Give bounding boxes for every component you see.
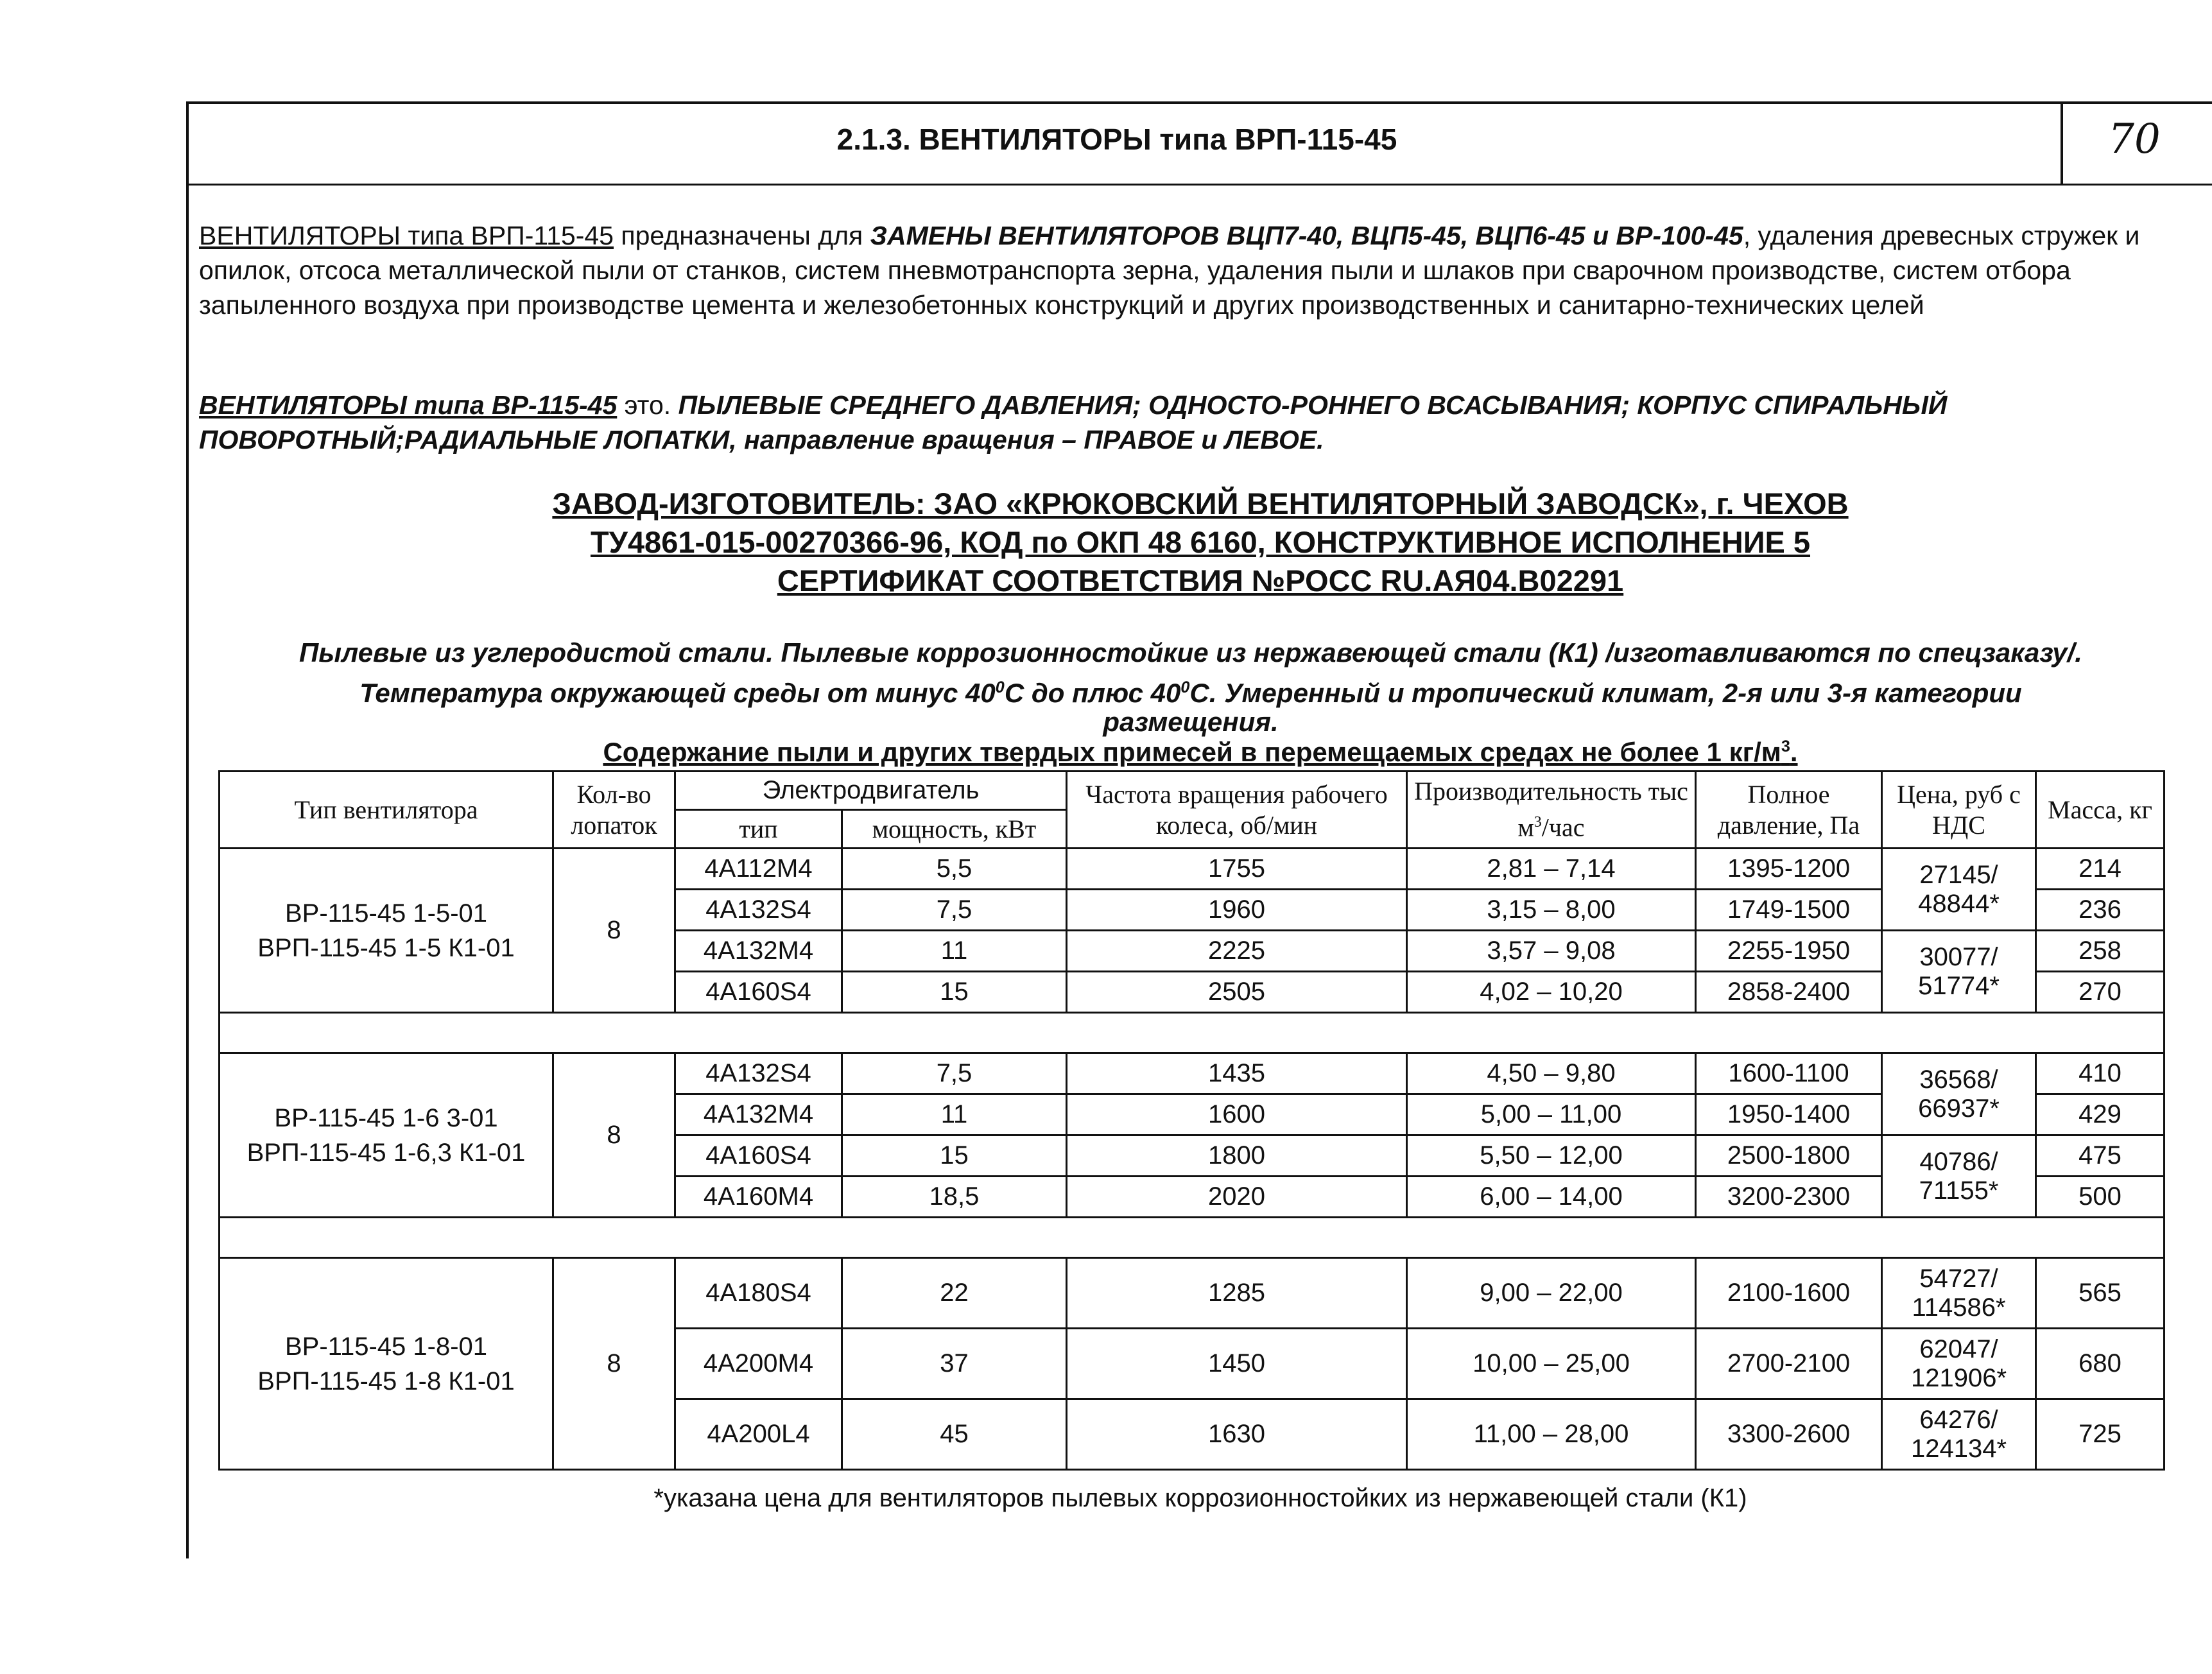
mass-cell: 680 <box>2036 1329 2164 1399</box>
page-title: 2.1.3. ВЕНТИЛЯТОРЫ типа ВРП-115-45 <box>836 123 1397 156</box>
page-number-divider <box>2061 101 2063 184</box>
blades-cell: 8 <box>553 849 675 1013</box>
pressure-cell: 1600-1100 <box>1696 1053 1882 1094</box>
degree-sup: 0 <box>995 678 1005 696</box>
power-cell: 37 <box>842 1329 1067 1399</box>
motor-cell: 4А200М4 <box>675 1329 842 1399</box>
capacity-cell: 10,00 – 25,00 <box>1407 1329 1696 1399</box>
pressure-cell: 3300-2600 <box>1696 1399 1882 1470</box>
blades-cell: 8 <box>553 1053 675 1218</box>
capacity-cell: 5,50 – 12,00 <box>1407 1135 1696 1177</box>
model-name: ВР-115-45 1-5-01 <box>285 899 487 928</box>
price-cell: 27145/ 48844* <box>1882 849 2036 931</box>
motor-cell: 4А132М4 <box>675 931 842 972</box>
power-cell: 7,5 <box>842 1053 1067 1094</box>
model-name: ВР-115-45 1-8-01 <box>285 1332 487 1361</box>
intro-emphasis: ЗАМЕНЫ ВЕНТИЛЯТОРОВ ВЦП7-40, ВЦП5-45, ВЦП6-45 и ВР-100-45 <box>870 221 1743 250</box>
speed-cell: 1755 <box>1067 849 1407 890</box>
header-capacity-sup: 3 <box>1534 814 1542 831</box>
dust-note-end: . <box>1790 737 1798 767</box>
dust-note-sup: 3 <box>1781 738 1790 755</box>
temperature-note-b: C до плюс 40 <box>1004 678 1181 708</box>
pressure-cell: 1749-1500 <box>1696 890 1882 931</box>
motor-cell: 4А160S4 <box>675 1135 842 1177</box>
dust-note-text: Содержание пыли и других твердых примесей в перемещаемых средах не более 1 кг/м <box>603 737 1781 767</box>
model-name-k1: ВРП-115-45 1-5 К1-01 <box>257 933 515 962</box>
temperature-note-c: C. Умеренный и тропический климат, 2-я или 3-я категории <box>1189 678 2022 708</box>
speed-cell: 2020 <box>1067 1177 1407 1218</box>
capacity-cell: 5,00 – 11,00 <box>1407 1094 1696 1135</box>
pressure-cell: 2255-1950 <box>1696 931 1882 972</box>
pressure-cell: 2100-1600 <box>1696 1258 1882 1329</box>
pressure-cell: 1950-1400 <box>1696 1094 1882 1135</box>
frame-left-rule <box>186 101 189 1558</box>
model-name-k1: ВРП-115-45 1-8 К1-01 <box>257 1367 515 1395</box>
header-pressure: Полное давление, Па <box>1696 772 1882 849</box>
price-cell: 64276/ 124134* <box>1882 1399 2036 1470</box>
intro-paragraph <box>199 218 2157 322</box>
model-name: ВР-115-45 1-6 3-01 <box>274 1103 498 1132</box>
pressure-cell: 1395-1200 <box>1696 849 1882 890</box>
capacity-cell: 3,57 – 9,08 <box>1407 931 1696 972</box>
pressure-cell: 3200-2300 <box>1696 1177 1882 1218</box>
motor-cell: 4А160М4 <box>675 1177 842 1218</box>
speed-cell: 1960 <box>1067 890 1407 931</box>
model-name-k1: ВРП-115-45 1-6,3 К1-01 <box>246 1138 526 1167</box>
speed-cell: 1600 <box>1067 1094 1407 1135</box>
power-cell: 5,5 <box>842 849 1067 890</box>
header-motor-power: мощность, кВт <box>842 810 1067 849</box>
capacity-cell: 9,00 – 22,00 <box>1407 1258 1696 1329</box>
spec-codes-line: ТУ4861-015-00270366-96, КОД по ОКП 48 6160, КОНСТРУКТИВНОЕ ИСПОЛНЕНИЕ 5 <box>590 525 1811 559</box>
power-cell: 11 <box>842 1094 1067 1135</box>
motor-cell: 4А132М4 <box>675 1094 842 1135</box>
header-fan-type: Тип вентилятора <box>220 772 553 849</box>
speed-cell: 1800 <box>1067 1135 1407 1177</box>
motor-cell: 4А132S4 <box>675 890 842 931</box>
speed-cell: 2505 <box>1067 972 1407 1013</box>
motor-cell: 4А180S4 <box>675 1258 842 1329</box>
capacity-cell: 11,00 – 28,00 <box>1407 1399 1696 1470</box>
power-cell: 22 <box>842 1258 1067 1329</box>
temperature-note-a: Температура окружающей среды от минус 40 <box>359 678 996 708</box>
intro-rest: , удаления древесных стружек и опилок, отсоса металлической пыли от станков, систем пневмотранспорта зерна, удаления пыли и шлаков при сварочном производстве, систем отбора запыленного воздуха при производстве цемента и железобетонных конструкций и других производственных и санитарно-технических целей <box>199 221 2140 320</box>
capacity-cell: 4,50 – 9,80 <box>1407 1053 1696 1094</box>
price-cell: 30077/ 51774* <box>1882 931 2036 1013</box>
spacer-cell <box>220 1218 2164 1258</box>
header-blades: Кол-во лопаток <box>553 772 675 849</box>
motor-cell: 4А200L4 <box>675 1399 842 1470</box>
pressure-cell: 2500-1800 <box>1696 1135 1882 1177</box>
power-cell: 11 <box>842 931 1067 972</box>
material-note: Пылевые из углеродистой стали. Пылевые коррозионностойкие из нержавеющей стали (К1) /изготавливаются по спецзаказу/. <box>299 637 2082 668</box>
group-spacer-row <box>220 1013 2164 1053</box>
mass-cell: 258 <box>2036 931 2164 972</box>
price-cell: 62047/ 121906* <box>1882 1329 2036 1399</box>
header-price: Цена, руб с НДС <box>1882 772 2036 849</box>
mass-cell: 236 <box>2036 890 2164 931</box>
price-cell: 54727/ 114586* <box>1882 1258 2036 1329</box>
description-lead: ВЕНТИЛЯТОРЫ типа ВР-115-45 <box>199 390 618 420</box>
speed-cell: 1630 <box>1067 1399 1407 1470</box>
table-row <box>220 849 2164 890</box>
motor-cell: 4А160S4 <box>675 972 842 1013</box>
power-cell: 7,5 <box>842 890 1067 931</box>
speed-cell: 1285 <box>1067 1258 1407 1329</box>
header-mass: Масса, кг <box>2036 772 2164 849</box>
price-cell: 40786/ 71155* <box>1882 1135 2036 1218</box>
mass-cell: 214 <box>2036 849 2164 890</box>
table-row <box>220 1053 2164 1094</box>
header-separator <box>186 184 2212 186</box>
model-cell <box>220 1053 553 1218</box>
price-cell: 36568/ 66937* <box>1882 1053 2036 1135</box>
mass-cell: 725 <box>2036 1399 2164 1470</box>
header-capacity <box>1407 772 1696 849</box>
fan-spec-table <box>218 770 2165 1471</box>
intro-lead: ВЕНТИЛЯТОРЫ типа ВРП-115-45 <box>199 221 614 250</box>
header-motor: Электродвигатель <box>675 772 1067 810</box>
model-cell <box>220 1258 553 1470</box>
capacity-cell: 3,15 – 8,00 <box>1407 890 1696 931</box>
power-cell: 45 <box>842 1399 1067 1470</box>
intro-mid: предназначены для <box>613 221 870 250</box>
speed-cell: 2225 <box>1067 931 1407 972</box>
header-capacity-unit: /час <box>1541 813 1585 842</box>
power-cell: 18,5 <box>842 1177 1067 1218</box>
speed-cell: 1435 <box>1067 1053 1407 1094</box>
description-mid: это. <box>617 390 678 420</box>
degree-sup: 0 <box>1180 678 1190 696</box>
dust-content-note <box>186 737 2212 768</box>
header-capacity-text: Производительность тыс м <box>1414 777 1688 842</box>
motor-cell: 4А112М4 <box>675 849 842 890</box>
price-footnote: *указана цена для вентиляторов пылевых коррозионностойких из нержавеющей стали (К1) <box>653 1484 1747 1512</box>
page-number: 70 <box>2108 116 2161 163</box>
mass-cell: 500 <box>2036 1177 2164 1218</box>
mass-cell: 270 <box>2036 972 2164 1013</box>
capacity-cell: 2,81 – 7,14 <box>1407 849 1696 890</box>
manufacturer-line: ЗАВОД-ИЗГОТОВИТЕЛЬ: ЗАО «КРЮКОВСКИЙ ВЕНТИЛЯТОРНЫЙ ЗАВОДСК», г. ЧЕХОВ <box>552 487 1849 521</box>
table-row <box>220 1258 2164 1329</box>
header-motor-type: тип <box>675 810 842 849</box>
speed-cell: 1450 <box>1067 1329 1407 1399</box>
power-cell: 15 <box>842 972 1067 1013</box>
frame-top-rule <box>186 101 2212 104</box>
mass-cell: 410 <box>2036 1053 2164 1094</box>
spacer-cell <box>220 1013 2164 1053</box>
pressure-cell: 2858-2400 <box>1696 972 1882 1013</box>
power-cell: 15 <box>842 1135 1067 1177</box>
placement-note: размещения. <box>1103 707 1279 737</box>
mass-cell: 475 <box>2036 1135 2164 1177</box>
description-paragraph <box>199 388 2157 457</box>
mass-cell: 565 <box>2036 1258 2164 1329</box>
mass-cell: 429 <box>2036 1094 2164 1135</box>
description-rest: ПЫЛЕВЫЕ СРЕДНЕГО ДАВЛЕНИЯ; ОДНОСТО-РОННЕГО ВСАСЫВАНИЯ; КОРПУС СПИРАЛЬНЫЙ ПОВОРОТНЫЙ;РАДИАЛЬНЫЕ ЛОПАТКИ, направление вращения – ПРАВОЕ и ЛЕВОЕ. <box>199 390 1948 454</box>
motor-cell: 4А132S4 <box>675 1053 842 1094</box>
header-speed: Частота вращения рабочего колеса, об/мин <box>1067 772 1407 849</box>
blades-cell: 8 <box>553 1258 675 1470</box>
capacity-cell: 4,02 – 10,20 <box>1407 972 1696 1013</box>
capacity-cell: 6,00 – 14,00 <box>1407 1177 1696 1218</box>
certificate-line: СЕРТИФИКАТ СООТВЕТСТВИЯ №РОСС RU.АЯ04.В02291 <box>777 564 1624 598</box>
pressure-cell: 2700-2100 <box>1696 1329 1882 1399</box>
group-spacer-row <box>220 1218 2164 1258</box>
model-cell <box>220 849 553 1013</box>
